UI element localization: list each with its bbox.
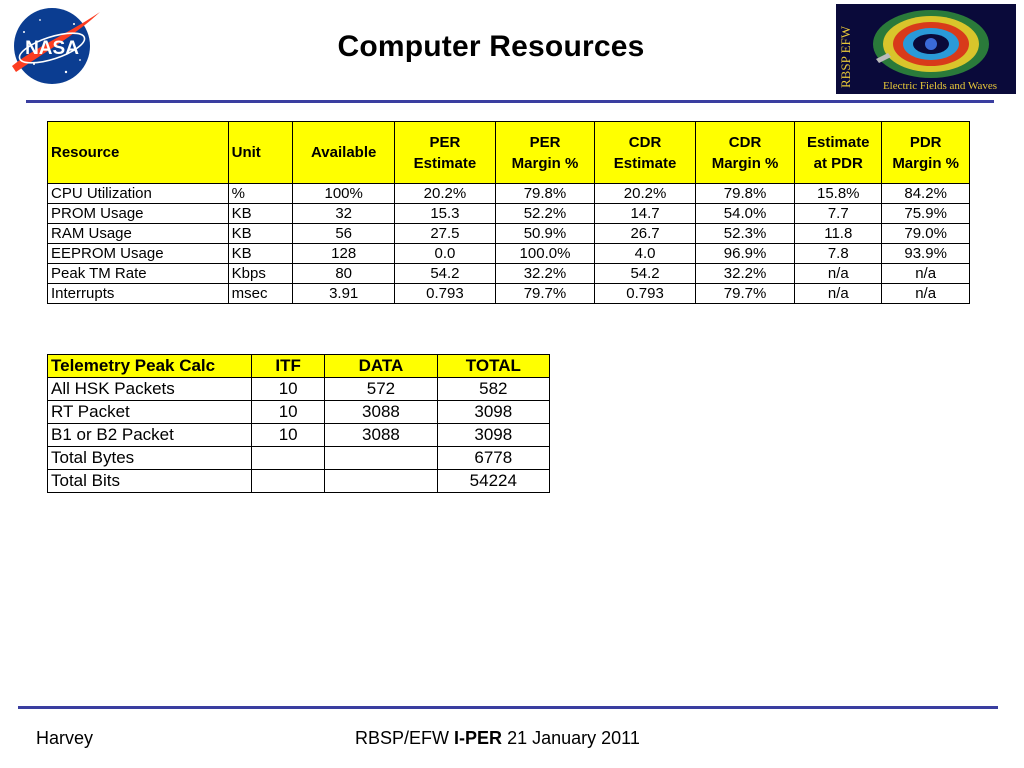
resources-cell: 52.2%: [495, 204, 595, 224]
resources-cell: %: [228, 184, 293, 204]
telemetry-row: [48, 424, 550, 447]
resources-cell: 79.7%: [495, 284, 595, 304]
resources-cell: 20.2%: [395, 184, 496, 204]
telemetry-row: [48, 447, 550, 470]
resources-cell: 54.2: [395, 264, 496, 284]
telemetry-row: [48, 470, 550, 493]
resources-cell: 79.0%: [882, 224, 970, 244]
resources-row: [48, 284, 970, 304]
resources-cell: 0.793: [395, 284, 496, 304]
resources-header-text: CDR: [728, 133, 762, 151]
resources-header-text: CDR: [628, 133, 662, 151]
resources-header-text: PER: [529, 133, 561, 151]
resources-cell: 0.0: [395, 244, 496, 264]
resources-header-text: PER: [429, 133, 461, 151]
footer-project: RBSP/EFW: [355, 728, 450, 748]
resources-cell: n/a: [795, 264, 882, 284]
resources-cell: 7.7: [795, 204, 882, 224]
resources-cell: 84.2%: [882, 184, 970, 204]
telemetry-cell: [325, 470, 437, 493]
telemetry-cell: 10: [252, 424, 325, 447]
resources-cell: 79.8%: [695, 184, 794, 204]
resources-cell: n/a: [795, 284, 882, 304]
resources-cell: 0.793: [595, 284, 696, 304]
resources-cell: 15.3: [395, 204, 496, 224]
resources-cell: 79.8%: [495, 184, 595, 204]
resources-cell: 54.0%: [695, 204, 794, 224]
telemetry-cell: 54224: [437, 470, 549, 493]
resources-header-row: [48, 122, 970, 184]
footer-review: I-PER: [454, 728, 503, 748]
telemetry-header-row: [48, 355, 550, 378]
resources-cell: 93.9%: [882, 244, 970, 264]
resources-header-cell: [228, 122, 293, 184]
resources-header-text: Margin %: [511, 154, 579, 172]
resources-header-text: Unit: [231, 144, 261, 161]
footer-date: 21 January 2011: [507, 728, 640, 748]
bottom-divider: [18, 706, 998, 709]
resources-table: [47, 121, 970, 304]
telemetry-cell: Total Bits: [48, 470, 252, 493]
resources-cell: n/a: [882, 264, 970, 284]
resources-cell: 14.7: [595, 204, 696, 224]
resources-cell: KB: [228, 224, 293, 244]
resources-header-cell: [48, 122, 229, 184]
telemetry-table: [47, 354, 550, 493]
telemetry-cell: [252, 447, 325, 470]
resources-cell: 7.8: [795, 244, 882, 264]
resources-row: [48, 244, 970, 264]
resources-row: [48, 184, 970, 204]
telemetry-cell: 572: [325, 378, 437, 401]
resources-cell: 20.2%: [595, 184, 696, 204]
telemetry-header-cell: ITF: [252, 355, 325, 378]
resources-header-text: Margin %: [892, 154, 959, 172]
resources-cell: 15.8%: [795, 184, 882, 204]
resources-cell: CPU Utilization: [48, 184, 229, 204]
resources-header-cell: [395, 122, 496, 184]
resources-cell: 26.7: [595, 224, 696, 244]
telemetry-cell: [252, 470, 325, 493]
resources-cell: 54.2: [595, 264, 696, 284]
resources-cell: 75.9%: [882, 204, 970, 224]
resources-cell: msec: [228, 284, 293, 304]
resources-header-text: Estimate: [807, 133, 870, 151]
rbsp-logo-caption: Electric Fields and Waves: [882, 80, 998, 92]
resources-cell: 100%: [293, 184, 395, 204]
resources-cell: PROM Usage: [48, 204, 229, 224]
resources-header-cell: [695, 122, 794, 184]
resources-header-text: Available: [311, 144, 377, 161]
telemetry-header-cell: TOTAL: [437, 355, 549, 378]
telemetry-header-cell: DATA: [325, 355, 437, 378]
resources-header-text: Estimate: [413, 154, 477, 172]
resources-header-cell: [293, 122, 395, 184]
resources-header-text: at PDR: [813, 154, 863, 172]
telemetry-cell: 3098: [437, 401, 549, 424]
footer-author: Harvey: [36, 728, 94, 748]
resources-header-text: Margin %: [711, 154, 779, 172]
telemetry-cell: [325, 447, 437, 470]
resources-cell: Peak TM Rate: [48, 264, 229, 284]
resources-cell: 96.9%: [695, 244, 794, 264]
telemetry-row: [48, 378, 550, 401]
footer-citation: [355, 728, 640, 749]
resources-cell: 4.0: [595, 244, 696, 264]
resources-header-text: PDR: [909, 133, 942, 151]
telemetry-cell: RT Packet: [48, 401, 252, 424]
resources-header-cell: [495, 122, 595, 184]
telemetry-cell: 3088: [325, 424, 437, 447]
telemetry-cell: 6778: [437, 447, 549, 470]
resources-cell: 32.2%: [695, 264, 794, 284]
resources-cell: 27.5: [395, 224, 496, 244]
telemetry-cell: 10: [252, 378, 325, 401]
resources-cell: Kbps: [228, 264, 293, 284]
resources-cell: Interrupts: [48, 284, 229, 304]
resources-cell: 100.0%: [495, 244, 595, 264]
resources-cell: 11.8: [795, 224, 882, 244]
resources-cell: EEPROM Usage: [48, 244, 229, 264]
telemetry-cell: B1 or B2 Packet: [48, 424, 252, 447]
resources-row: [48, 204, 970, 224]
telemetry-cell: 3088: [325, 401, 437, 424]
resources-cell: 56: [293, 224, 395, 244]
resources-header-text: Estimate: [613, 154, 677, 172]
resources-header-cell: [595, 122, 696, 184]
resources-header-cell: [795, 122, 882, 184]
resources-cell: KB: [228, 204, 293, 224]
resources-cell: n/a: [882, 284, 970, 304]
telemetry-cell: Total Bytes: [48, 447, 252, 470]
telemetry-cell: 3098: [437, 424, 549, 447]
resources-cell: 3.91: [293, 284, 395, 304]
resources-row: [48, 264, 970, 284]
resources-cell: 79.7%: [695, 284, 794, 304]
resources-cell: 32.2%: [495, 264, 595, 284]
resources-cell: KB: [228, 244, 293, 264]
telemetry-cell: 582: [437, 378, 549, 401]
nasa-logo-text: NASA: [25, 38, 79, 59]
rbsp-logo-text: RBSP EFW: [838, 25, 853, 88]
resources-cell: 128: [293, 244, 395, 264]
telemetry-cell: 10: [252, 401, 325, 424]
telemetry-cell: All HSK Packets: [48, 378, 252, 401]
telemetry-row: [48, 401, 550, 424]
top-divider: [26, 100, 994, 103]
resources-cell: 80: [293, 264, 395, 284]
page-title: Computer Resources: [337, 30, 645, 63]
telemetry-header-cell: Telemetry Peak Calc: [48, 355, 252, 378]
resources-header-cell: [882, 122, 970, 184]
resources-row: [48, 224, 970, 244]
resources-cell: 32: [293, 204, 395, 224]
resources-header-text: Resource: [51, 144, 120, 161]
resources-cell: 52.3%: [695, 224, 794, 244]
resources-cell: RAM Usage: [48, 224, 229, 244]
resources-cell: 50.9%: [495, 224, 595, 244]
